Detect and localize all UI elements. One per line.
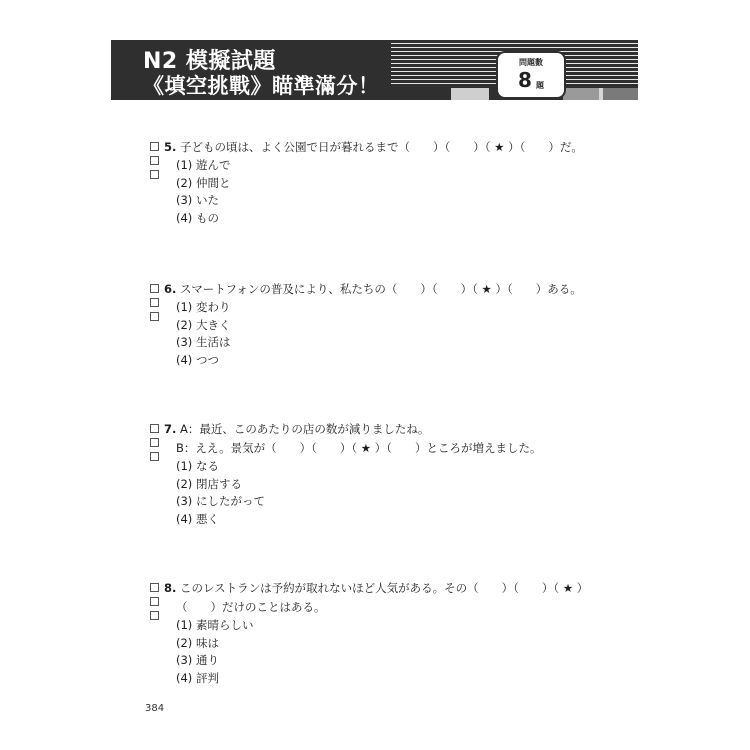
question-stem-line2: B：ええ。景気が（ ）（ ）（ ★ ）（ ）ところが増えました。	[176, 441, 542, 455]
review-checkbox[interactable]	[150, 583, 159, 592]
page-number: 384	[145, 703, 165, 714]
option: (1) 素晴らしい	[176, 618, 254, 632]
review-checkbox[interactable]	[150, 611, 159, 620]
question-number: 5.	[164, 140, 177, 154]
option: (2) 大きく	[176, 318, 231, 332]
header-banner	[111, 40, 638, 100]
review-checkbox[interactable]	[150, 438, 159, 447]
question-stem: このレストランは予約が取れないほど人気がある。その（ ）（ ）（ ★ ）	[180, 581, 589, 595]
page-subtitle: 《填空挑戰》瞄準滿分！	[143, 74, 380, 98]
option: (4) 悪く	[176, 512, 219, 526]
review-checkbox[interactable]	[150, 142, 159, 151]
question-stem-line2: （ ）だけのことはある。	[176, 600, 326, 614]
question-text	[164, 421, 429, 437]
question-count-box	[496, 51, 566, 99]
option: (1) 遊んで	[176, 158, 231, 172]
review-checkbox[interactable]	[150, 284, 159, 293]
question-stem: A：最近、このあたりの店の数が減りましたね。	[180, 422, 430, 436]
review-checkbox[interactable]	[150, 597, 159, 606]
review-checkbox[interactable]	[150, 156, 159, 165]
option: (3) 生活は	[176, 335, 231, 349]
question-text	[164, 139, 583, 155]
option: (3) にしたがって	[176, 494, 265, 508]
question-stem: スマートフォンの普及により、私たちの（ ）（ ）（ ★ ）（ ）ある。	[180, 282, 582, 296]
review-checkbox[interactable]	[150, 424, 159, 433]
review-checkbox[interactable]	[150, 312, 159, 321]
option: (2) 味は	[176, 636, 219, 650]
option: (4) 評判	[176, 671, 219, 685]
option: (4) もの	[176, 211, 219, 225]
option: (2) 閉店する	[176, 477, 242, 491]
question-count-label: 問題數	[519, 58, 543, 67]
question-text	[164, 281, 582, 297]
question-count-value: 8	[518, 68, 532, 92]
question-stem: 子どもの頃は、よく公園で日が暮れるまで（ ）（ ）（ ★ ）（ ）だ。	[180, 140, 583, 154]
option: (2) 仲間と	[176, 176, 231, 190]
option: (3) 通り	[176, 653, 219, 667]
review-checkbox[interactable]	[150, 170, 159, 179]
review-checkbox[interactable]	[150, 298, 159, 307]
question-number: 6.	[164, 282, 177, 296]
question-text	[164, 580, 588, 596]
option: (1) なる	[176, 459, 219, 473]
review-checkbox[interactable]	[150, 452, 159, 461]
question-number: 7.	[164, 422, 177, 436]
option: (1) 変わり	[176, 300, 231, 314]
option: (3) いた	[176, 193, 219, 207]
option: (4) つつ	[176, 353, 219, 367]
question-count-unit: 題	[536, 81, 544, 90]
page-title: N2 模擬試題	[143, 49, 276, 74]
question-number: 8.	[164, 581, 177, 595]
